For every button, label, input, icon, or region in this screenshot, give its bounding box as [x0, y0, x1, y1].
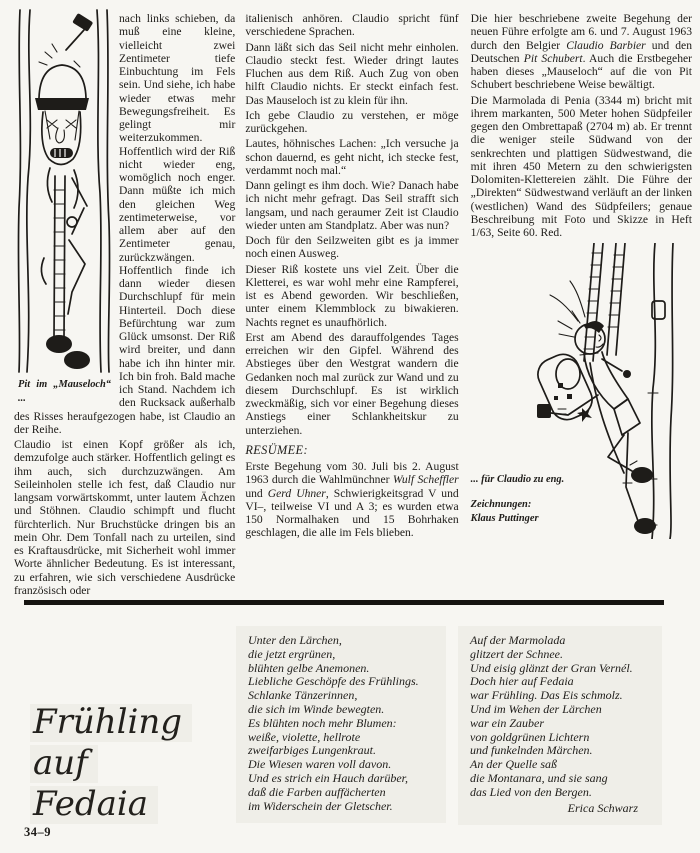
article-paragraph: [471, 12, 692, 92]
illustration-caption-left: Pit im „Mauseloch“ ...: [18, 379, 111, 404]
article-column-3: [471, 12, 692, 543]
illustration-caption-right-block: [471, 473, 573, 526]
article-text: . Auch die Erstbegeher haben dieses „Mauseloch“ auf die von Pit Schubert beschriebene Weise bewältigt.: [470, 51, 692, 92]
resume-paragraph: [245, 460, 458, 540]
resume-text: und: [245, 486, 268, 500]
article-paragraph: Claudio ist einen Kopf größer als ich, demzufolge auch stärker. Hoffentlich gelingt es ihm auch, sich durchzuzwängen. Am Seileinholen stelle ich fest, daß Claudio nur langsam vorwärtskommt, unter lautem Ächzen und Stöhnen. Claudio schimpft und flucht fürchterlich. Nur Bruchstücke dringen bis an mein Ohr. Dem Tonfall nach zu urteilen, sind es Kraftausdrücke, mit Sicherheit wohl immer Worte ähnlicher Bedeutung. Es ist interessant, zu erfahren, wie sich verschiedene Ausdrücke französisch oder: [14, 438, 236, 596]
resume-text: Erste Begehung vom 30. Juli bis 2. August 1963 durch die Wahlmünchner: [245, 460, 459, 487]
climber-name: Claudio Barbier: [566, 38, 646, 52]
climber-name: Pit Schubert: [523, 51, 583, 65]
poem-stanza-left: Unter den Lärchen, die jetzt ergrünen, blühten gelbe Anemonen. Liebliche Geschöpfe des Frühlings. Schlanke Tänzerinnen, die sich im Winde bewegten. Es blühten noch mehr Blumen: weiße, violette, hellrote zweifarbiges Lungenkraut. Die Wiesen waren voll davon. Und es strich ein Hauch darüber, daß die Farben auffächerten im Widerschein der Gletscher.: [236, 626, 446, 823]
article-paragraph: nach links schieben, da muß eine kleine, vielleicht zwei Zentimeter tiefe Einbuchtung im Fels sein. Und siehe, ich habe wieder etwas mehr Bewegungsfreiheit. Es gelingt mir weiterzukommen. Hoffentlich wird der Riß nicht wieder eng, womöglich noch enger. Dann müßte ich mich den gleichen Weg zentimeterweise, vor allem aber auf den Zentimeter genau, zurückzwängen. Hoffentlich finde ich dann wieder diesen Durchschlupf für mein Hinterteil. Doch diese Befürchtung war zum Glück umsonst. Der Riß wird breiter, und dann habe ich ihn hinter mir. Ich bin froh. Bald mache ich Stand. Nachdem ich den Rucksack außerhalb des Risses heraufgezogen habe, ist Claudio an der Reihe.: [14, 12, 236, 436]
article-text: Die hier beschriebene zweite Begehung der neuen Führe erfolgte am 6. und 7. August 1963 durch den Belgier: [470, 12, 692, 52]
climber-in-crack-figure: [14, 8, 111, 405]
illustration-caption-right: ... für Claudio zu eng.: [470, 473, 565, 485]
page-number: 34–9: [24, 825, 51, 839]
climber-on-rope-figure: [471, 243, 692, 543]
article-column-2: [245, 12, 458, 542]
resume-heading: RESÜMEE:: [245, 442, 308, 457]
drawings-credit: Zeichnungen: Klaus Puttinger: [470, 499, 539, 524]
poem-title: Frühling auf Fedaia: [30, 704, 210, 827]
article-paragraphs: italienisch anhören. Claudio spricht fünf verschiedene Sprachen. Dann läßt sich das Seil nicht mehr einholen. Claudio steckt fest. Wieder dringt lautes Fluchen aus dem Riß. Auch Zug von oben hilft Claudio nichts. Er steckt einfach fest. Das Mauseloch ist zu klein für ihn. Ich gebe Claudio zu verstehen, er möge zurückgehen. Lautes, höhnisches Lachen: „Ich versuche ja schon dauernd, es geht nicht, ich stecke fest, verdammt noch mal.“ Dann gelingt es ihm doch. Wie? Danach habe ich nicht mehr gefragt. Das Seil strafft sich langsam, und nach geraumer Zeit ist Claudio wieder unten am Standplatz. Aber was nun? Doch für den Seilzweiten gibt es ja immer noch einen Ausweg. Dieser Riß kostete uns viel Zeit. Über die Kletterei, es war wohl mehr eine Rampferei, ist es Abend geworden. Wir beschließen, unter einem Klemmblock zu biwakieren. Nachts regnet es unaufhörlich. Erst am Abend des darauffolgendes Tages erreichen wir den Gipfel. Während des Abstieges über den Westgrat wandern die Gedanken noch mal zurück zur Wand und zu diesem Durchschlupf. Es ist wirklich zweckmäßig, sich vor einer Begehung dieses Anstiegs einer Schlankheitskur zu unterziehen.: [245, 12, 459, 437]
article-text: und den Deutschen: [470, 38, 692, 65]
section-divider: [24, 600, 664, 605]
climber-name: Wulf Scheffler: [392, 473, 459, 487]
poem-author: Erica Schwarz: [567, 800, 638, 815]
poem-lines: Auf der Marmolada glitzert der Schnee. Und eisig glänzt der Gran Vernél. Doch hier auf Fedaia war Frühling. Das Eis schmolz. Und im Wehen der Lärchen war ein Zauber von goldgrünen Lichtern und funkelnden Märchen. An der Quelle saß die Montanara, und sie sang das Lied von den Bergen.: [470, 633, 633, 799]
climber-name: Gerd Uhner: [267, 486, 326, 500]
climber-in-crack-illustration: [14, 8, 111, 374]
resume-text: , Schwierigkeitsgrad V und VI–, teilweise VI und A 3; es wurden etwa 150 Normalhaken und 15 Bohrhaken geschlagen, die alle im Fels blieben.: [245, 486, 459, 540]
poem-stanza-right: [458, 626, 662, 825]
article-paragraph: Die Marmolada di Penia (3344 m) bricht mit ihrem markanten, 500 Meter hohen Südpfeiler gegen den Ombrettapaß (2704 m) ab. Er trennt die weniger steile Südwand von der senkrechten und plattigen Südwestwand, die mit ihren 450 Metern zu den schwierigsten Dolomiten-Klettereien zählt. Die Führe der „Direkten“ Südwestwand verläuft an der linken (westlichen) Wand des Südpfeilers; genaue Beschreibung mit Foto und Skizze in Heft 1/63, Seite 60. Red.: [470, 93, 692, 239]
article-column-1: [14, 12, 235, 596]
